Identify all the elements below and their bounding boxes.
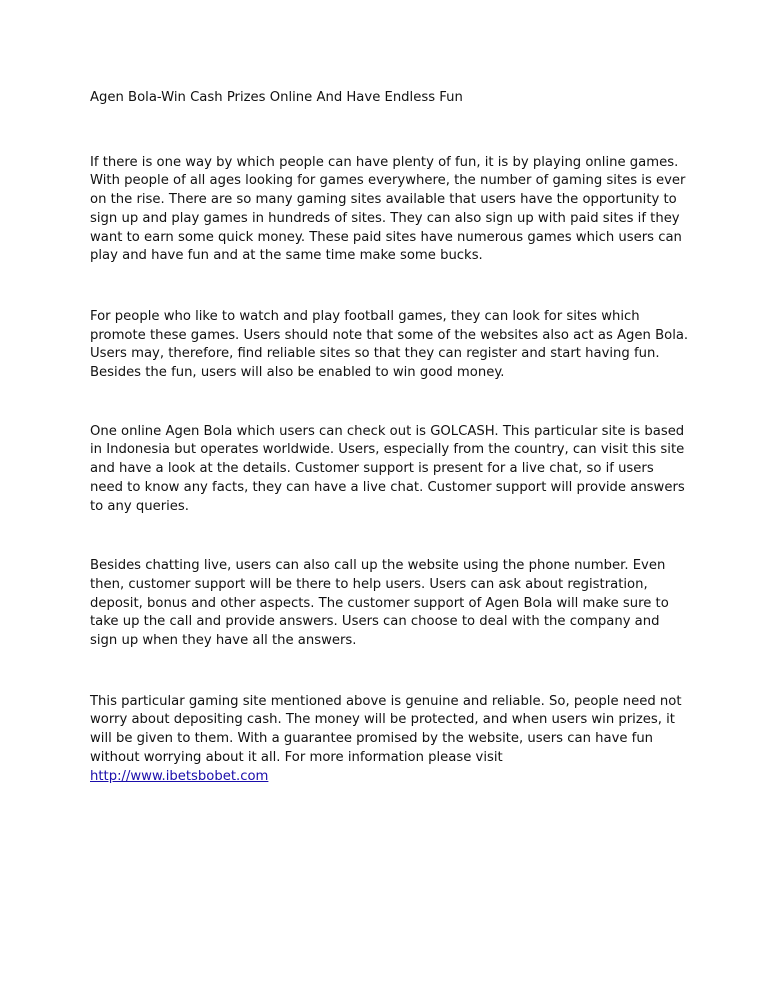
paragraph-5 — [90, 693, 690, 787]
document-title: Agen Bola-Win Cash Prizes Online And Have Endless Fun — [90, 90, 463, 105]
paragraph-2: For people who like to watch and play football games, they can look for sites which promote these games. Users should note that some of the websites also act as Agen Bola. Users may, therefore, find reliable sites so that they can register and start having fun. Besides the fun, users will also be enabled to win good money. — [90, 308, 689, 381]
paragraph-4: Besides chatting live, users can also call up the website using the phone number. Even then, customer support will be there to help users. Users can ask about registration, deposit, bonus and other aspects. The customer support of Agen Bola will make sure to take up the call and provide answers. Users can choose to deal with the company and sign up when they have all the answers. — [90, 558, 669, 649]
paragraph-3: One online Agen Bola which users can check out is GOLCASH. This particular site is based in Indonesia but operates worldwide. Users, especially from the country, can visit this site and have a look at the details. Customer support is present for a live chat, so if users need to know any facts, they can have a live chat. Customer support will provide answers to any queries. — [90, 423, 685, 514]
document-body — [90, 89, 690, 828]
paragraph-1: If there is one way by which people can have plenty of fun, it is by playing online games. With people of all ages looking for games everywhere, the number of gaming sites is ever on the rise. There are so many gaming sites available that users have the opportunity to sign up and play games in hundreds of sites. They can also sign up with paid sites if they want to earn some quick money. These paid sites have numerous games which users can play and have fun and at the same time make some bucks. — [90, 154, 686, 264]
paragraph-5-text: This particular gaming site mentioned above is genuine and reliable. So, people need not worry about depositing cash. The money will be protected, and when users win prizes, it will be given to them. With a guarantee promised by the website, users can have fun without worrying about it all. For more information please visit — [90, 693, 682, 765]
website-link[interactable]: http://www.ibetsbobet.com — [90, 768, 269, 784]
